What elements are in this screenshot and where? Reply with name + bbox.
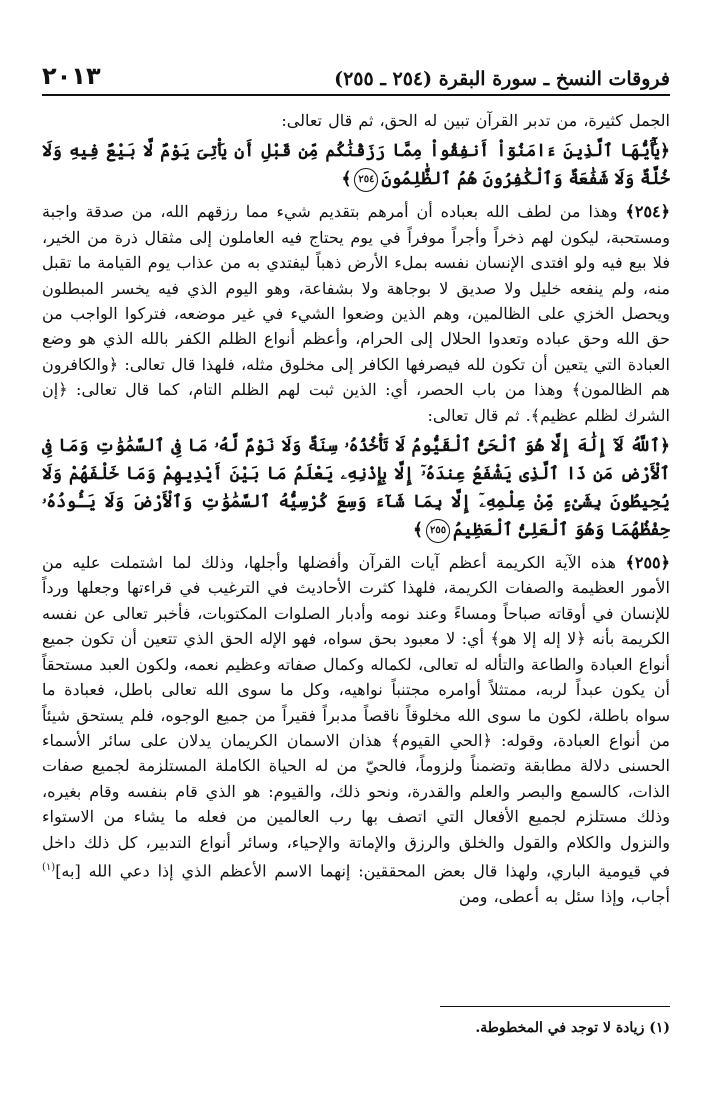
- verse-label-254: ﴿٢٥٤﴾: [625, 202, 670, 222]
- footnote-divider: [440, 1006, 670, 1007]
- footnote: (١) زيادة لا توجد في المخطوطة.: [475, 1020, 670, 1036]
- verse-254-text: ﴿يَٰٓأَيُّهَا ٱلَّذِينَ ءَامَنُوٓاْ أَنفِقُواْ مِمَّا رَزَقْنَٰكُم مِّن قَبْلِ أَن يَأْتِىَ يَوْمٌ لَّا بَيْعٌ فِيهِ وَلَا خُلَّةٌ وَلَا شَفَٰعَةٌ وَٱلْكَٰفِرُونَ هُمُ ٱلظَّٰلِمُونَ: [42, 141, 670, 190]
- verse-254: [42, 137, 670, 193]
- book-page: [42, 58, 670, 1078]
- verse-255-text: ﴿ٱللَّهُ لَآ إِلَٰهَ إِلَّا هُوَ ٱلْحَىُّ ٱلْقَيُّومُ لَا تَأْخُذُهُۥ سِنَةٌ وَلَا نَوْمٌ لَّهُۥ مَا فِى ٱلسَّمَٰوَٰتِ وَمَا فِى ٱلْأَرْضِ مَن ذَا ٱلَّذِى يَشْفَعُ عِندَهُۥٓ إِلَّا بِإِذْنِهِۦ يَعْلَمُ مَا بَيْنَ أَيْدِيهِمْ وَمَا خَلْفَهُمْ وَلَا يُحِيطُونَ بِشَىْءٍ مِّنْ عِلْمِهِۦٓ إِلَّا بِمَا شَآءَ وَسِعَ كُرْسِيُّهُ ٱلسَّمَٰوَٰتِ وَٱلْأَرْضَ وَلَا يَـُٔودُهُۥ حِفْظُهُمَا وَهُوَ ٱلْعَلِىُّ ٱلْعَظِيمُ: [42, 436, 670, 541]
- page-body: [42, 108, 670, 909]
- commentary-254-text: وهذا من لطف الله بعباده أن أمرهم بتقديم شيء مما رزقهم الله، من صدقة واجبة ومستحبة، ليكون لهم ذخراً وأجراً موفراً في يوم يحتاج فيه العاملون إلى مثقال ذرة من الخير، فلا بيع فيه ولو افتدى الإنسان نفسه بملء الأرض ذهباً ليفتدي به من عذاب يوم القيامة ما تقبل منه، ولم ينفعه خليل ولا صديق لا بوجاهة ولا بشفاعة، وهو اليوم الذي فيه يخسر المبطلون ويحصل الخزي على الظالمين، وهم الذين وضعوا الشيء في غير موضعه، فتركوا الواجب من حق الله وحق عباده وتعدوا الحلال إلى الحرام، وأعظم أنواع الظلم الكفر بالله الذي هو وضع العبادة التي يتعين أن تكون لله فيصرفها الكافر إلى مخلوق مثله، فلهذا قال تعالى: ﴿والكافرون هم الظالمون﴾ وهذا من باب الحصر، أي: الذين ثبت لهم الظلم التام، كما قال تعالى: ﴿إن الشرك لظلم عظيم﴾. ثم قال تعالى:: [42, 202, 671, 425]
- running-title: فروقات النسخ ـ سورة البقرة (٢٥٤ ـ ٢٥٥): [334, 68, 670, 90]
- commentary-254: [42, 199, 670, 428]
- commentary-255-text-end: أجاب، وإذا سئل به أعطى، ومن: [458, 886, 670, 906]
- verse-label-255: ﴿٢٥٥﴾: [625, 553, 670, 573]
- ayah-number-marker: ٢٥٥: [426, 519, 450, 543]
- commentary-255-text: هذه الآية الكريمة أعظم آيات القرآن وأفضلها وأجلها، وذلك لما اشتملت عليه من الأمور العظيمة والصفات الكريمة، فلهذا كثرت الأحاديث في الترغيب في قراءتها وجعلها ورداً للإنسان في أوقاته صباحاً ومساءً وعند نومه وأدبار الصلوات المكتوبات، فأخبر تعالى عن نفسه الكريمة بأنه ﴿لا إله إلا هو﴾ أي: لا معبود بحق سواه، فهو الإله الحق الذي تتعين أن تكون جميع أنواع العبادة والطاعة والتأله له تعالى، لكماله وكمال صفاته وعظيم نعمه، ولكون العبد مستحقاً أن يكون عبداً لربه، ممتثلاً أوامره مجتنباً نواهيه، وكل ما سوى الله تعالى باطل، فعبادة ما سواه باطلة، لكون ما سوى الله مخلوقاً ناقصاً مدبراً فقيراً من جميع الوجوه، فلم يستحق شيئاً من أنواع العبادة، وقوله: ﴿الحي القيوم﴾ هذان الاسمان الكريمان يدلان على سائر الأسماء الحسنى دلالة مطابقة وتضمناً ولزوماً، فالحيّ من له الحياة الكاملة المستلزمة لجميع صفات الذات، كالسمع والبصر والعلم والقدرة، ونحو ذلك، والقيوم: هو الذي قام بنفسه وقام بغيره، وذلك مستلزم لجميع الأفعال التي اتصف بها رب العالمين من فعله ما يشاء من الاستواء والنزول والكلام والقول والخلق والرزق والإماتة والإحياء، وسائر أنواع التدبير، كل ذلك داخل في قيومية الباري، ولهذا قال بعض المحققين: إنهما الاسم الأعظم الذي إذا دعي الله [به]: [42, 553, 670, 881]
- page-number: ٢٠١٣: [42, 62, 101, 90]
- page-header: [42, 58, 670, 96]
- verse-255: [42, 432, 670, 544]
- verse-close-bracket: ﴾: [413, 520, 424, 541]
- verse-close-bracket: ﴾: [341, 169, 352, 190]
- footnote-reference: (١): [42, 861, 56, 873]
- commentary-255: [42, 550, 670, 909]
- ayah-number-marker: ٢٥٤: [354, 168, 378, 192]
- intro-line: الجمل كثيرة، من تدبر القرآن تبين له الحق، ثم قال تعالى:: [281, 111, 670, 130]
